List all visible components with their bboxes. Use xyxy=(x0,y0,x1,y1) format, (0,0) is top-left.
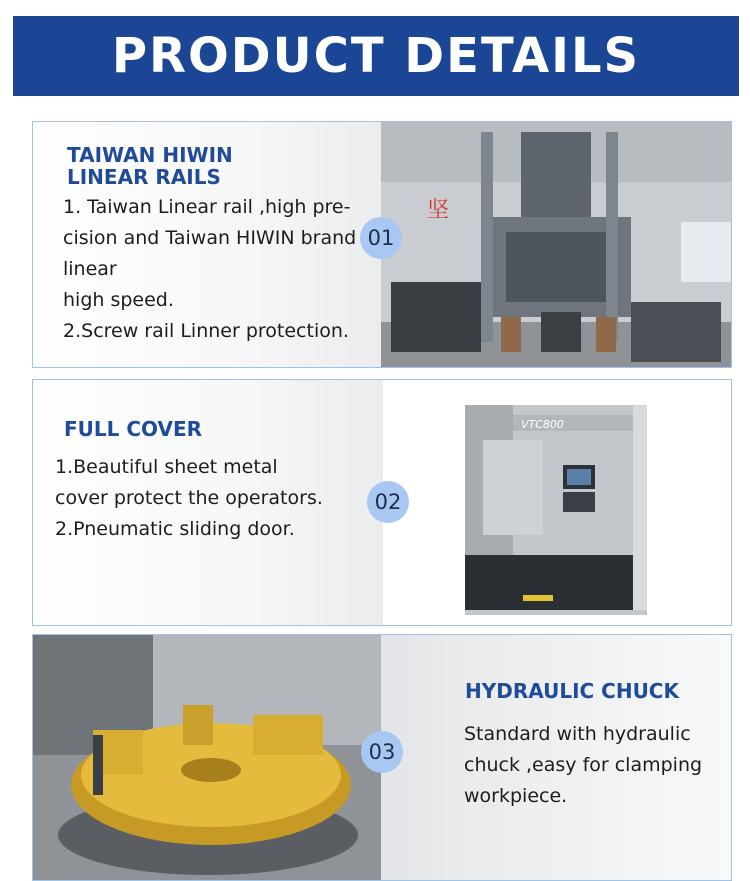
page-title: PRODUCT DETAILS xyxy=(111,28,641,84)
section-number-badge: 02 xyxy=(367,481,409,523)
header-banner xyxy=(13,16,739,96)
linear-rails-photo xyxy=(381,122,732,368)
section-number-badge: 03 xyxy=(361,731,403,773)
section-full-cover xyxy=(32,379,732,626)
model-label: VTC800 xyxy=(521,418,564,431)
hydraulic-chuck-photo xyxy=(33,635,381,881)
section-description: 1. Taiwan Linear rail ,high pre- cision and Taiwan HIWIN brand linear high speed. 2.Screw rail Linner protection. xyxy=(63,196,357,342)
banner-character: 坚 xyxy=(427,198,450,223)
machine-cabinet-image xyxy=(383,380,732,626)
machine-frame-image xyxy=(381,122,732,368)
section-title: HYDRAULIC CHUCK xyxy=(465,679,679,703)
section-linear-rails xyxy=(32,121,732,368)
chuck-image xyxy=(33,635,381,881)
section-number-badge: 01 xyxy=(360,217,402,259)
section-description: Standard with hydraulic chuck ,easy for clamping workpiece. xyxy=(464,723,703,807)
section-description: 1.Beautiful sheet metal cover protect the operators. 2.Pneumatic sliding door. xyxy=(55,456,323,540)
section-title: TAIWAN HIWIN LINEAR RAILS xyxy=(67,143,233,189)
section-hydraulic-chuck xyxy=(32,634,732,881)
full-cover-photo xyxy=(383,380,732,626)
section-title: FULL COVER xyxy=(64,417,203,441)
